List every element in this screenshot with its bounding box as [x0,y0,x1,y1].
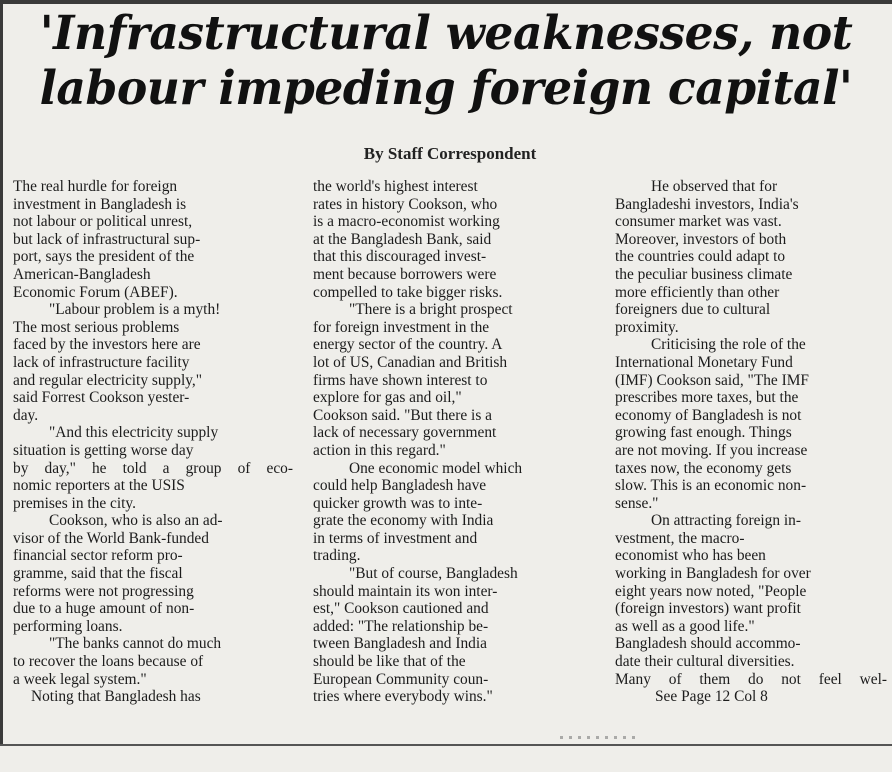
article-line: action in this regard." [313,441,446,459]
article-line: to recover the loans because of [13,653,204,671]
article-line: and regular electricity supply," [13,371,203,389]
article-line: Bangladeshi investors, India's [615,195,799,213]
article-line: financial sector reform pro- [13,547,183,565]
article-line: (foreign investors) want profit [615,600,801,618]
article-line: visor of the World Bank-funded [13,529,209,547]
top-rule [0,0,892,4]
article-line: due to a huge amount of non- [13,600,195,618]
article-line: One economic model which [349,459,523,477]
headline [13,6,878,116]
article-line: "But of course, Bangladesh [349,565,518,583]
left-rule [0,0,3,745]
article-line: investment in Bangladesh is [13,195,187,213]
article-line: rates in history Cookson, who [313,195,498,213]
article-line: for foreign investment in the [313,318,490,336]
article-line: He observed that for [651,178,778,195]
article-line: firms have shown interest to [313,371,488,389]
article-line: taxes now, the economy gets [615,459,792,477]
article-line: at the Bangladesh Bank, said [313,230,492,248]
article-line: Moreover, investors of both [615,230,787,248]
article-line: by day," he told a group of eco- [13,459,293,477]
article-line: should maintain its won inter- [313,582,498,600]
article-line: should be like that of the [313,653,466,671]
article-line: the countries could adapt to [615,248,786,266]
article-line: On attracting foreign in- [651,512,802,530]
article-line: day. [13,406,39,424]
article-line: "And this electricity supply [49,424,219,442]
article-line: American-Bangladesh [13,265,151,283]
article-line: growing fast enough. Things [615,424,792,442]
article-column-1 [13,178,293,706]
article-line: energy sector of the country. A [313,336,503,354]
headline-line-2: labour impeding foreign capital' [39,61,853,116]
article-line: faced by the investors here are [13,336,201,354]
article-line: not labour or political unrest, [13,213,193,231]
continuation-reference: See Page 12 Col 8 [655,688,768,706]
article-line: European Community coun- [313,670,489,688]
article-line: The most serious problems [13,318,180,336]
headline-line-1: 'Infrastructural weaknesses, not [39,6,853,61]
article-line: explore for gas and oil," [313,389,462,407]
article-line: "The banks cannot do much [49,635,222,653]
article-line: the peculiar business climate [615,265,793,283]
article-line: added: "The relationship be- [313,617,489,635]
article-line: nomic reporters at the USIS [13,477,185,495]
article-line: in terms of investment and [313,529,478,547]
article-line: "Labour problem is a myth! [49,301,221,319]
article-line: date their cultural diversities. [615,653,795,671]
article-line: Many of them do not feel wel- [615,670,887,688]
article-line: tries where everybody wins." [313,688,493,706]
article-line: working in Bangladesh for over [615,565,811,583]
article-line: more efficiently than other [615,283,780,301]
article-line: Criticising the role of the [651,336,806,354]
article-line: consumer market was vast. [615,213,782,231]
article-line: est," Cookson cautioned and [313,600,489,618]
article-line: situation is getting worse day [13,441,194,459]
article-line: said Forrest Cookson yester- [13,389,190,407]
article-line: performing loans. [13,617,123,635]
article-line: economy of Bangladesh is not [615,406,802,424]
article-line: compelled to take bigger risks. [313,283,503,301]
article-line: a week legal system." [13,670,147,688]
article-column-2 [313,178,585,706]
article-line: ment because borrowers were [313,265,497,283]
article-line: grate the economy with India [313,512,494,530]
article-line: but lack of infrastructural sup- [13,230,201,248]
article-line: trading. [313,547,361,565]
article-line: economist who has been [615,547,766,565]
article-line: slow. This is an economic non- [615,477,807,495]
byline: By Staff Correspondent [363,144,537,163]
article-line: port, says the president of the [13,248,195,266]
article-line: International Monetary Fund [615,353,793,371]
article-line: premises in the city. [13,494,136,512]
bottom-rule [0,744,892,746]
article-line: lack of infrastructure facility [13,353,190,371]
article-line: proximity. [615,318,679,336]
article-line: lack of necessary government [313,424,497,442]
print-specks [560,736,640,739]
article-line: reforms were not progressing [13,582,194,600]
article-line: Economic Forum (ABEF). [13,283,178,301]
article-line: could help Bangladesh have [313,477,487,495]
article-line: tween Bangladesh and India [313,635,487,653]
article-line: are not moving. If you increase [615,441,808,459]
article-line: prescribes more taxes, but the [615,389,799,407]
article-column-3 [615,178,887,706]
article-line: Cookson, who is also an ad- [49,512,223,530]
article-line: the world's highest interest [313,178,478,195]
article-line: Cookson said. "But there is a [313,406,492,424]
article-line: sense." [615,494,659,512]
article-line: as well as a good life." [615,617,755,635]
article-line: (IMF) Cookson said, "The IMF [615,371,809,389]
article-line: quicker growth was to inte- [313,494,483,512]
article-line: eight years now noted, "People [615,582,807,600]
article-line: is a macro-economist working [313,213,500,231]
article-line: lot of US, Canadian and British [313,353,508,371]
article-line: The real hurdle for foreign [13,178,178,195]
article-line: "There is a bright prospect [349,301,513,319]
article-line: that this discouraged invest- [313,248,487,266]
article-line: gramme, said that the fiscal [13,565,183,583]
article-line: Noting that Bangladesh has [31,688,201,706]
article-line: vestment, the macro- [615,529,745,547]
article-line: Bangladesh should accommo- [615,635,801,653]
article-line: foreigners due to cultural [615,301,771,319]
